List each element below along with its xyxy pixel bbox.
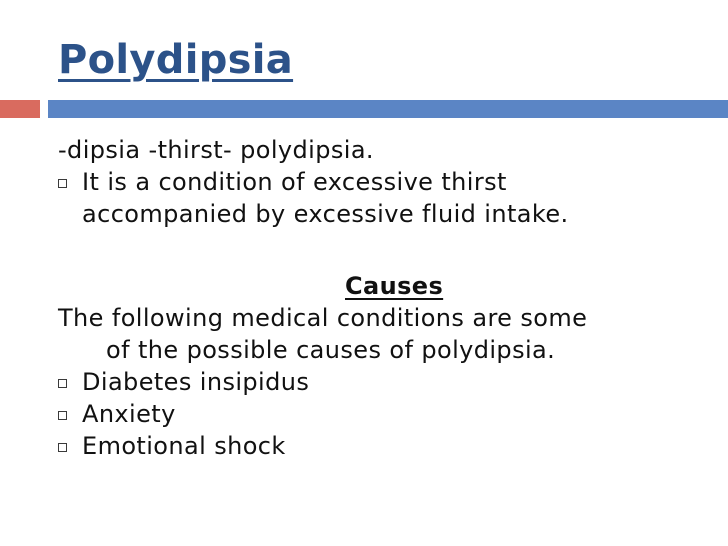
- accent-bar-left: [0, 100, 40, 118]
- square-bullet-icon: [58, 179, 67, 188]
- causes-intro-line-1: The following medical conditions are some: [58, 304, 588, 332]
- slide-body: [58, 134, 698, 462]
- square-bullet-icon: [58, 443, 67, 452]
- cause-item: [58, 398, 698, 430]
- causes-heading: Causes: [345, 272, 444, 300]
- definition-line-1: It is a condition of excessive thirst: [82, 168, 507, 196]
- causes-intro: [58, 302, 698, 366]
- square-bullet-icon: [58, 379, 67, 388]
- cause-item: [58, 366, 698, 398]
- cause-item-label: Emotional shock: [82, 432, 286, 460]
- definition-line-2: accompanied by excessive fluid intake.: [82, 200, 569, 228]
- spacer: [58, 230, 698, 270]
- definition-bullet: [58, 166, 698, 230]
- causes-intro-line-2: of the possible causes of polydipsia.: [106, 336, 556, 364]
- cause-item-label: Anxiety: [82, 400, 176, 428]
- cause-item-label: Diabetes insipidus: [82, 368, 310, 396]
- slide-title: Polydipsia: [58, 37, 294, 83]
- cause-item: [58, 430, 698, 462]
- square-bullet-icon: [58, 411, 67, 420]
- accent-bar-right: [48, 100, 728, 118]
- intro-line: -dipsia -thirst- polydipsia.: [58, 136, 374, 164]
